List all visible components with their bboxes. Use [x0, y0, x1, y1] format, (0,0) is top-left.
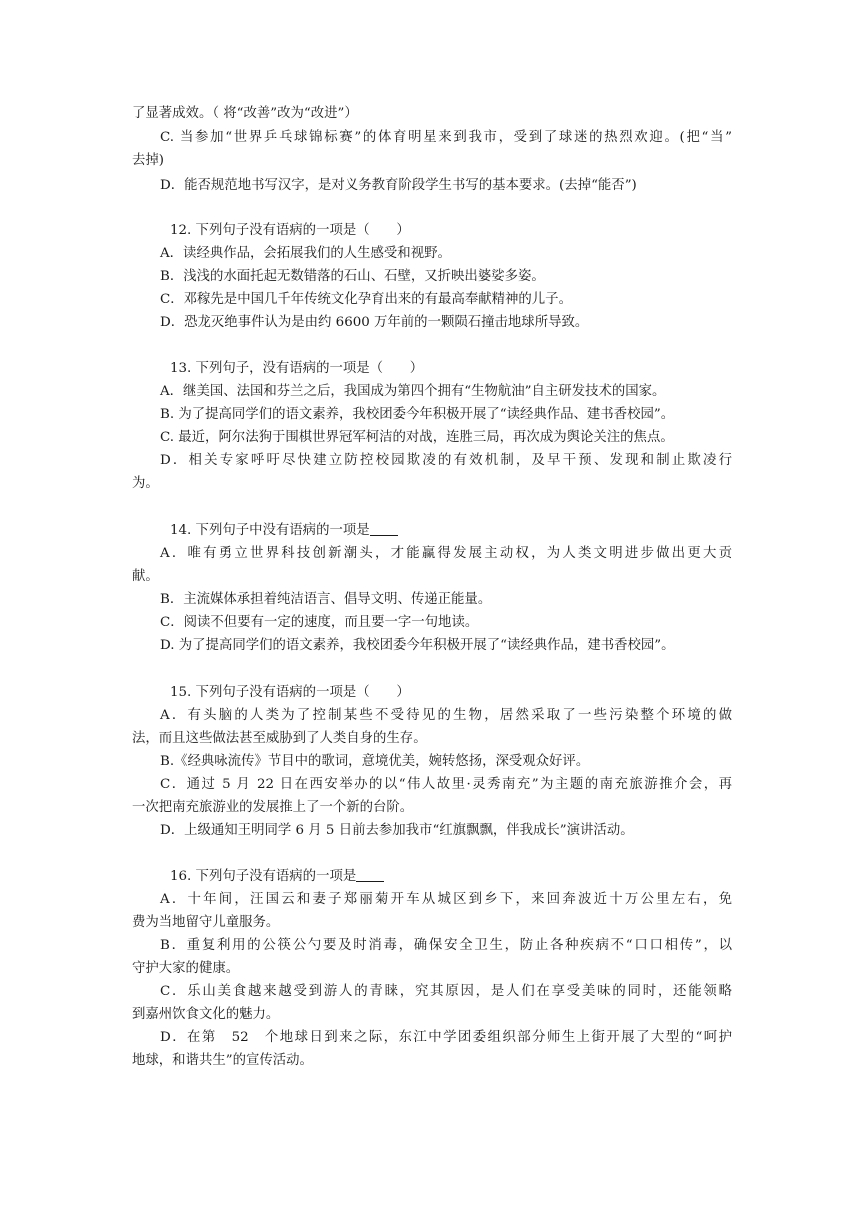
q15-option-a: A．有头脑的人类为了控制某些不受待见的生物，居然采取了一些污染整个环境的做	[160, 708, 732, 723]
q16-option-a: A．十年间，汪国云和妻子郑丽菊开车从城区到乡下，来回奔波近十万公里左右，免	[160, 892, 732, 907]
q16-title	[170, 866, 770, 888]
q11-option-c-continuation: 去掉)	[132, 153, 165, 168]
q14-title-text: 14. 下列句子中没有语病的一项是	[170, 523, 370, 538]
q12-option-c: C．邓稼先是中国几千年传统文化孕育出来的有最高奉献精神的儿子。	[160, 292, 572, 307]
q14-option-a: A．唯有勇立世界科技创新潮头，才能赢得发展主动权，为人类文明进步做出更大贡	[160, 546, 732, 561]
q16-option-a-continuation: 费为当地留守儿童服务。	[132, 915, 280, 930]
q11-option-c: C. 当参加“世界乒乓球锦标赛”的体育明星来到我市，受到了球迷的热烈欢迎。(把“当”	[160, 130, 732, 145]
q14-option-c: C．阅读不但要有一定的速度，而且要一字一句地读。	[160, 615, 479, 630]
q15-option-d: D．上级通知王明同学 6 月 5 日前去参加我市“红旗飘飘，伴我成长”演讲活动。	[160, 823, 634, 838]
q13-option-d: D．相关专家呼吁尽快建立防控校园欺凌的有效机制，及早干预、发现和制止欺凌行	[160, 453, 732, 468]
q16-option-b: B．重复利用的公筷公勺要及时消毒，确保安全卫生，防止各种疾病不“口口相传”，以	[160, 938, 732, 953]
q15-option-b: B.《经典咏流传》节目中的歌词，意境优美，婉转悠扬，深受观众好评。	[160, 754, 590, 769]
q13-option-a: A．继美国、法国和芬兰之后，我国成为第四个拥有“生物航油”自主研发技术的国家。	[160, 384, 666, 399]
q16-option-c-continuation: 到嘉州饮食文化的魅力。	[132, 1007, 280, 1022]
q16-title-text: 16. 下列句子没有语病的一项是	[170, 869, 357, 884]
answer-blank	[370, 521, 398, 536]
q14-option-a-continuation: 献。	[132, 569, 159, 584]
q13-option-b: B. 为了提高同学们的语文素养，我校团委今年积极开展了“读经典作品、建书香校园”。	[160, 407, 675, 422]
q13-option-d-continuation: 为。	[132, 476, 159, 491]
q12-title: 12. 下列句子没有语病的一项是（ ）	[170, 223, 410, 238]
q12-option-a: A．读经典作品，会拓展我们的人生感受和视野。	[160, 246, 451, 261]
q16-option-c: C．乐山美食越来越受到游人的青睐，究其原因，是人们在享受美味的同时，还能领略	[160, 984, 732, 999]
q13-option-c: C. 最近，阿尔法狗于围棋世界冠军柯洁的对战，连胜三局，再次成为舆论关注的焦点。	[160, 430, 674, 445]
q15-title: 15. 下列句子没有语病的一项是（ ）	[170, 685, 410, 700]
q11-option-d: D．能否规范地书写汉字，是对义务教育阶段学生书写的基本要求。(去掉“能否”)	[160, 178, 637, 193]
q16-option-b-continuation: 守护大家的健康。	[132, 961, 240, 976]
q12-option-b: B．浅浅的水面托起无数错落的石山、石壁，又折映出婆娑多姿。	[160, 269, 545, 284]
q14-option-d: D. 为了提高同学们的语文素养，我校团委今年积极开展了“读经典作品，建书香校园”。	[160, 638, 675, 653]
q12-option-d: D．恐龙灭绝事件认为是由约 6600 万年前的一颗陨石撞击地球所导致。	[160, 315, 589, 330]
q16-option-d: D．在第 52 个地球日到来之际，东江中学团委组织部分师生上街开展了大型的“呵护	[160, 1030, 732, 1045]
q14-option-b: B．主流媒体承担着纯洁语言、倡导文明、传递正能量。	[160, 592, 492, 607]
q15-option-c: C．通过 5 月 22 日在西安举办的以“伟人故里·灵秀南充”为主题的南充旅游推介会，再	[160, 777, 732, 792]
answer-blank	[356, 867, 384, 882]
q13-title: 13. 下列句子，没有语病的一项是（ ）	[170, 361, 424, 376]
q15-option-a-continuation: 法，而且这些做法甚至威胁到了人类自身的生存。	[132, 731, 427, 746]
q15-option-c-continuation: 一次把南充旅游业的发展推上了一个新的台阶。	[132, 800, 414, 815]
q16-option-d-continuation: 地球，和谐共生”的宣传活动。	[132, 1053, 313, 1068]
q11-a-continuation: 了显著成效。（ 将“改善”改为“改进”）	[132, 106, 358, 121]
q14-title	[170, 520, 770, 542]
